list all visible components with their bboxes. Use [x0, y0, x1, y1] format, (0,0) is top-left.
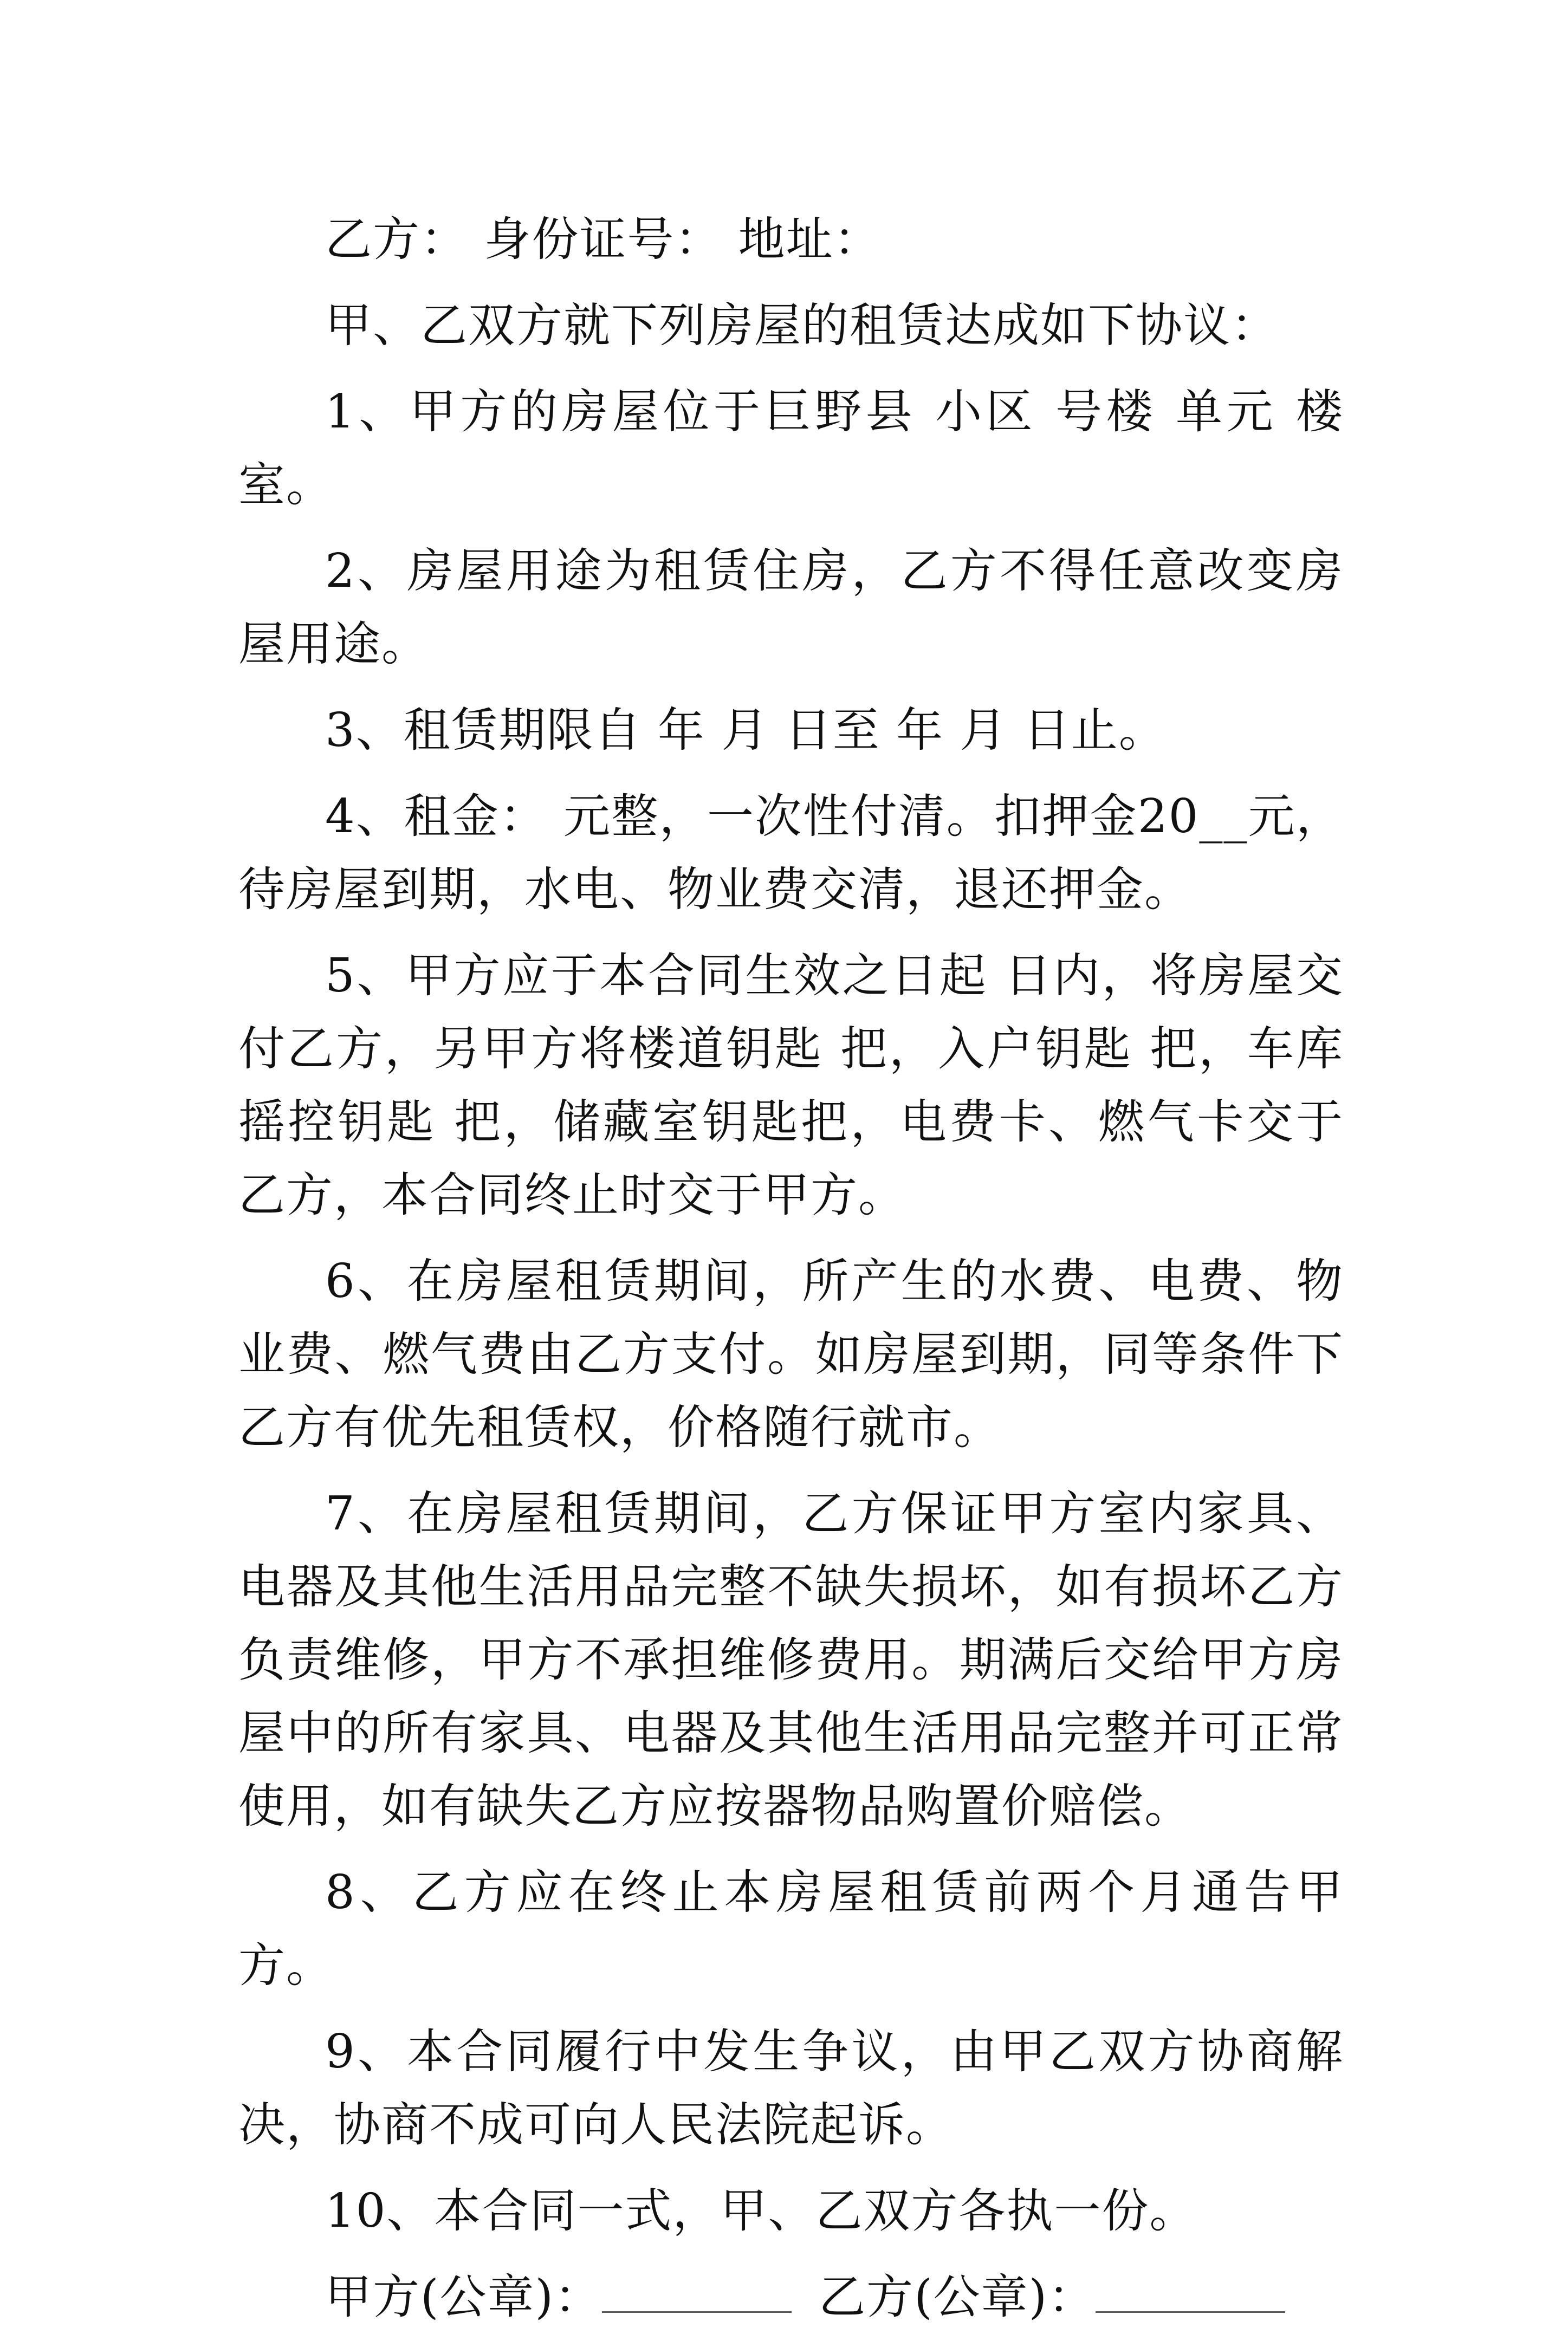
party-a-seal-label: 甲方(公章)：	[325, 2270, 602, 2324]
clause-6: 6、在房屋租赁期间，所产生的水费、电费、物业费、燃气费由乙方支付。如房屋到期，同等条件下乙方有优先租赁权，价格随行就市。	[238, 1254, 1344, 1455]
clause-5: 5、甲方应于本合同生效之日起 日内，将房屋交付乙方，另甲方将楼道钥匙 把，入户钥匙 把，车库摇控钥匙 把，储藏室钥匙把，电费卡、燃气卡交于乙方，本合同终止时交于甲方。	[238, 949, 1344, 1222]
clause-3: 3、租赁期限自 年 月 日至 年 月 日止。	[325, 703, 1167, 757]
clause-9: 9、本合同履行中发生争议，由甲乙双方协商解决，协商不成可向人民法院起诉。	[238, 2025, 1344, 2152]
clause-10: 10、本合同一式，甲、乙双方各执一份。	[325, 2184, 1197, 2238]
agreement-intro: 甲、乙双方就下列房屋的租赁达成如下协议：	[325, 299, 1279, 353]
party-b-signature-line	[1096, 2273, 1285, 2313]
party-a-signature-line	[602, 2273, 792, 2313]
contract-body	[238, 203, 1344, 2334]
party-b-seal-label: 乙方(公章)：	[819, 2270, 1096, 2324]
clause-2: 2、房屋用途为租赁住房，乙方不得任意改变房屋用途。	[238, 544, 1344, 671]
signature-row	[238, 2261, 1344, 2334]
clause-1: 1、甲方的房屋位于巨野县 小区 号楼 单元 楼 室。	[238, 385, 1344, 512]
clause-4: 4、租金： 元整，一次性付清。扣押金20__元，待房屋到期，水电、物业费交清，退还押金。	[238, 789, 1344, 917]
clause-7: 7、在房屋租赁期间，乙方保证甲方室内家具、电器及其他生活用品完整不缺失损坏，如有损坏乙方负责维修，甲方不承担维修费用。期满后交给甲方房屋中的所有家具、电器及其他生活用品完整并可正常使用，如有缺失乙方应按器物品购置价赔偿。	[238, 1487, 1344, 1833]
party-b-info: 乙方： 身份证号： 地址：	[325, 212, 882, 267]
clause-8: 8、乙方应在终止本房屋租赁前两个月通告甲方。	[238, 1865, 1344, 1993]
